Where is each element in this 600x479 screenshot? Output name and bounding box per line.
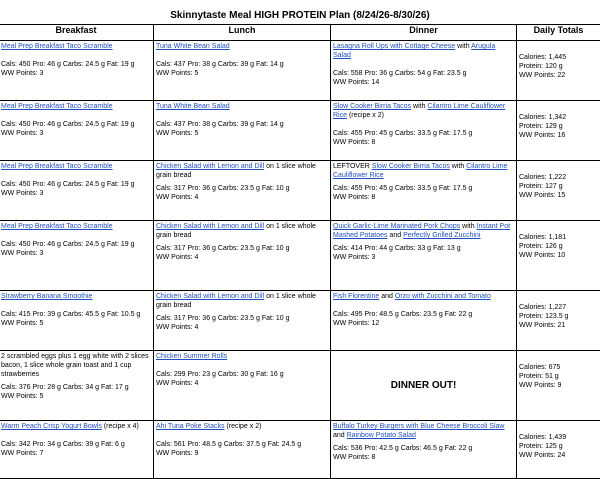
lunch-cell xyxy=(154,41,331,101)
macros: Cals: 376 Pro: 28 g Carbs: 34 g Fat: 17 g xyxy=(1,383,151,392)
total-calories: Calories: 1,181 xyxy=(519,233,598,242)
total-ww-points: WW Points: 24 xyxy=(519,451,598,460)
table-row xyxy=(0,161,600,221)
macros: Cals: 450 Pro: 46 g Carbs: 24.5 g Fat: 19 g xyxy=(1,180,151,189)
header-lunch: Lunch xyxy=(154,25,331,41)
recipe-link[interactable]: Instant Pot Mashed Potatoes xyxy=(333,223,510,239)
recipe-link[interactable]: Tuna White Bean Salad xyxy=(156,103,230,110)
recipe-link[interactable]: Lasagna Roll Ups with Cottage Cheese xyxy=(333,43,455,50)
connector-text: with xyxy=(450,163,466,170)
recipe-link[interactable]: Chicken Salad with Lemon and Dill xyxy=(156,293,264,300)
ww-points: WW Points: 4 xyxy=(156,323,328,332)
macros: Cals: 450 Pro: 46 g Carbs: 24.5 g Fat: 19 g xyxy=(1,60,151,69)
recipe-link[interactable]: Orzo with Zucchini and Tomato xyxy=(395,293,491,300)
recipe-link[interactable]: Fish Florentine xyxy=(333,293,379,300)
recipe-link[interactable]: Cilantro Lime Cauliflower Rice xyxy=(333,103,505,119)
recipe-link[interactable]: Ahi Tuna Poke Stacks xyxy=(156,423,224,430)
ww-points: WW Points: 3 xyxy=(1,189,151,198)
breakfast-cell xyxy=(0,161,154,221)
macros: Cals: 455 Pro: 45 g Carbs: 33.5 g Fat: 17.5 g xyxy=(333,184,514,193)
ww-points: WW Points: 14 xyxy=(333,78,514,87)
recipe-link[interactable]: Rainbow Potato Salad xyxy=(347,432,416,439)
connector-text: and xyxy=(387,232,403,239)
total-ww-points: WW Points: 10 xyxy=(519,251,598,260)
recipe-link[interactable]: Meal Prep Breakfast Taco Scramble xyxy=(1,103,113,110)
connector-text: with xyxy=(411,103,427,110)
total-ww-points: WW Points: 22 xyxy=(519,71,598,80)
total-ww-points: WW Points: 21 xyxy=(519,321,598,330)
recipe-link[interactable]: Meal Prep Breakfast Taco Scramble xyxy=(1,163,113,170)
total-calories: Calories: 1,222 xyxy=(519,173,598,182)
total-calories: Calories: 675 xyxy=(519,363,598,372)
macros: Cals: 342 Pro: 34 g Carbs: 39 g Fat: 6 g xyxy=(1,440,151,449)
table-row xyxy=(0,351,600,421)
dinner-cell xyxy=(331,291,517,351)
daily-totals-cell xyxy=(517,221,600,291)
total-protein: Protein: 123.5 g xyxy=(519,312,598,321)
recipe-note: on 1 slice whole grain bread xyxy=(156,223,316,239)
lunch-cell xyxy=(154,221,331,291)
connector-text: with xyxy=(455,43,471,50)
ww-points: WW Points: 5 xyxy=(1,392,151,401)
meal-description: 2 scrambled eggs plus 1 egg white with 2 slices bacon, 1 slice whole grain toast and 1 cup strawberries xyxy=(1,352,151,379)
leftover-label: LEFTOVER xyxy=(333,163,372,170)
header-dinner: Dinner xyxy=(331,25,517,41)
macros: Cals: 437 Pro: 38 g Carbs: 39 g Fat: 14 g xyxy=(156,120,328,129)
recipe-link[interactable]: Buffalo Turkey Burgers with Blue Cheese Broccoli Slaw xyxy=(333,423,504,430)
recipe-link[interactable]: Chicken Summer Rolls xyxy=(156,353,227,360)
connector-text: with xyxy=(460,223,476,230)
recipe-link[interactable]: Chicken Salad with Lemon and Dill xyxy=(156,223,264,230)
ww-points: WW Points: 5 xyxy=(1,319,151,328)
table-row xyxy=(0,101,600,161)
total-calories: Calories: 1,439 xyxy=(519,433,598,442)
connector-text: and xyxy=(333,432,347,439)
total-protein: Protein: 129 g xyxy=(519,122,598,131)
total-protein: Protein: 127 g xyxy=(519,182,598,191)
ww-points: WW Points: 3 xyxy=(1,249,151,258)
ww-points: WW Points: 12 xyxy=(333,319,514,328)
meal-plan-table xyxy=(0,24,600,479)
recipe-note: (recipe x 4) xyxy=(102,423,139,430)
macros: Cals: 317 Pro: 36 g Carbs: 23.5 g Fat: 10 g xyxy=(156,184,328,193)
recipe-link[interactable]: Tuna White Bean Salad xyxy=(156,43,230,50)
ww-points: WW Points: 7 xyxy=(1,449,151,458)
total-protein: Protein: 120 g xyxy=(519,62,598,71)
recipe-link[interactable]: Slow Cooker Birria Tacos xyxy=(333,103,411,110)
breakfast-cell xyxy=(0,291,154,351)
ww-points: WW Points: 8 xyxy=(333,138,514,147)
ww-points: WW Points: 3 xyxy=(1,69,151,78)
dinner-cell xyxy=(331,351,517,421)
total-ww-points: WW Points: 16 xyxy=(519,131,598,140)
total-calories: Calories: 1,227 xyxy=(519,303,598,312)
total-protein: Protein: 125 g xyxy=(519,442,598,451)
macros: Cals: 495 Pro: 48.5 g Carbs: 23.5 g Fat: 22 g xyxy=(333,310,514,319)
macros: Cals: 450 Pro: 46 g Carbs: 24.5 g Fat: 19 g xyxy=(1,240,151,249)
ww-points: WW Points: 8 xyxy=(333,453,514,462)
header-daily-totals: Daily Totals xyxy=(517,25,600,41)
recipe-note: (recipe x 2) xyxy=(224,423,261,430)
recipe-link[interactable]: Strawberry Banana Smoothie xyxy=(1,293,92,300)
macros: Cals: 414 Pro: 44 g Carbs: 33 g Fat: 13 g xyxy=(333,244,514,253)
total-ww-points: WW Points: 15 xyxy=(519,191,598,200)
breakfast-cell xyxy=(0,41,154,101)
recipe-link[interactable]: Quick Garlic-Lime Marinated Pork Chops xyxy=(333,223,460,230)
page-title: Skinnytaste Meal HIGH PROTEIN Plan (8/24/26-8/30/26) xyxy=(0,10,600,21)
ww-points: WW Points: 3 xyxy=(1,129,151,138)
recipe-link[interactable]: Meal Prep Breakfast Taco Scramble xyxy=(1,223,113,230)
ww-points: WW Points: 8 xyxy=(333,193,514,202)
recipe-link[interactable]: Arugula Salad xyxy=(333,43,495,59)
dinner-cell xyxy=(331,101,517,161)
macros: Cals: 299 Pro: 23 g Carbs: 30 g Fat: 16 g xyxy=(156,370,328,379)
macros: Cals: 536 Pro: 42.5 g Carbs: 46.5 g Fat: 22 g xyxy=(333,444,514,453)
macros: Cals: 561 Pro: 48.5 g Carbs: 37.5 g Fat: 24.5 g xyxy=(156,440,328,449)
recipe-note: on 1 slice whole grain bread xyxy=(156,293,316,309)
connector-text: and xyxy=(379,293,395,300)
dinner-cell xyxy=(331,41,517,101)
daily-totals-cell xyxy=(517,351,600,421)
recipe-link[interactable]: Slow Cooker Birria Tacos xyxy=(372,163,450,170)
total-protein: Protein: 126 g xyxy=(519,242,598,251)
total-ww-points: WW Points: 9 xyxy=(519,381,598,390)
macros: Cals: 558 Pro: 36 g Carbs: 54 g Fat: 23.5 g xyxy=(333,69,514,78)
ww-points: WW Points: 4 xyxy=(156,193,328,202)
ww-points: WW Points: 5 xyxy=(156,69,328,78)
daily-totals-cell xyxy=(517,161,600,221)
lunch-cell xyxy=(154,101,331,161)
ww-points: WW Points: 4 xyxy=(156,379,328,388)
recipe-note: (recipe x 2) xyxy=(347,112,384,119)
breakfast-cell xyxy=(0,101,154,161)
recipe-link[interactable]: Chicken Salad with Lemon and Dill xyxy=(156,163,264,170)
macros: Cals: 455 Pro: 45 g Carbs: 33.5 g Fat: 17.5 g xyxy=(333,129,514,138)
total-calories: Calories: 1,445 xyxy=(519,53,598,62)
daily-totals-cell xyxy=(517,101,600,161)
macros: Cals: 415 Pro: 39 g Carbs: 45.5 g Fat: 10.5 g xyxy=(1,310,151,319)
recipe-note: on 1 slice whole grain bread xyxy=(156,163,316,179)
dinner-cell xyxy=(331,161,517,221)
recipe-link[interactable]: Warm Peach Crisp Yogurt Bowls xyxy=(1,423,102,430)
ww-points: WW Points: 4 xyxy=(156,253,328,262)
lunch-cell xyxy=(154,291,331,351)
dinner-cell xyxy=(331,221,517,291)
lunch-cell xyxy=(154,351,331,421)
macros: Cals: 317 Pro: 36 g Carbs: 23.5 g Fat: 10 g xyxy=(156,244,328,253)
table-row xyxy=(0,291,600,351)
recipe-link[interactable]: Perfectly Grilled Zucchini xyxy=(403,232,480,239)
ww-points: WW Points: 5 xyxy=(156,129,328,138)
header-breakfast: Breakfast xyxy=(0,25,154,41)
daily-totals-cell xyxy=(517,291,600,351)
ww-points: WW Points: 9 xyxy=(156,449,328,458)
header-row xyxy=(0,25,600,41)
table-row xyxy=(0,41,600,101)
total-protein: Protein: 51 g xyxy=(519,372,598,381)
breakfast-cell xyxy=(0,221,154,291)
macros: Cals: 450 Pro: 46 g Carbs: 24.5 g Fat: 19 g xyxy=(1,120,151,129)
daily-totals-cell xyxy=(517,41,600,101)
macros: Cals: 317 Pro: 36 g Carbs: 23.5 g Fat: 10 g xyxy=(156,314,328,323)
macros: Cals: 437 Pro: 38 g Carbs: 39 g Fat: 14 g xyxy=(156,60,328,69)
total-calories: Calories: 1,342 xyxy=(519,113,598,122)
breakfast-cell xyxy=(0,351,154,421)
ww-points: WW Points: 3 xyxy=(333,253,514,262)
table-row xyxy=(0,221,600,291)
recipe-link[interactable]: Meal Prep Breakfast Taco Scramble xyxy=(1,43,113,50)
lunch-cell xyxy=(154,161,331,221)
dinner-out-label: DINNER OUT! xyxy=(391,380,457,391)
recipe-link[interactable]: Cilantro Lime Cauliflower Rice xyxy=(333,163,507,179)
